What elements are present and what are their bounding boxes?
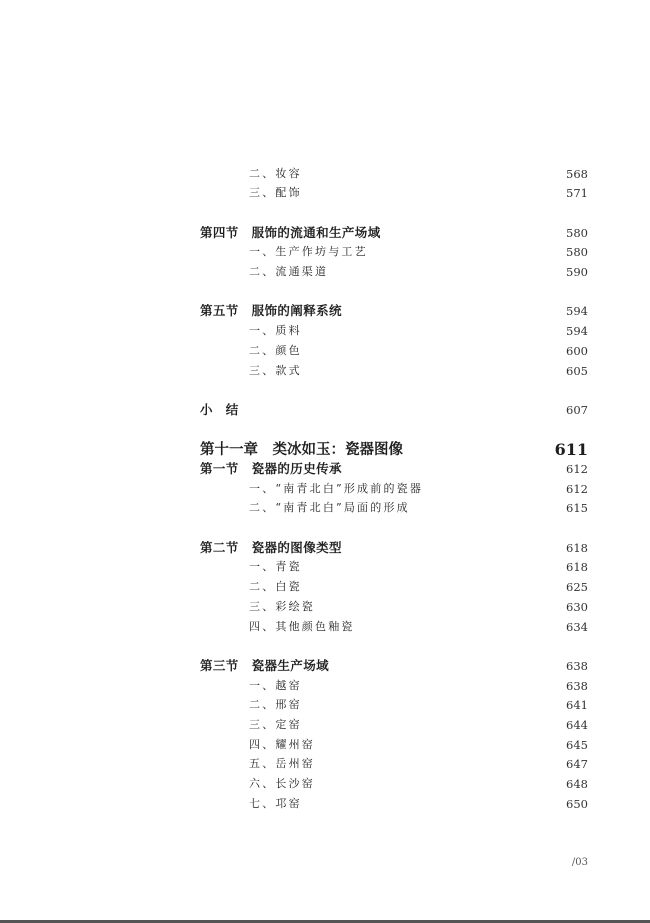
toc-item-page: 571	[566, 186, 588, 200]
toc-item-title: 三、配饰	[249, 186, 302, 199]
toc-item	[0, 361, 650, 381]
toc-item-page: 630	[566, 600, 588, 614]
toc-section-page: 594	[566, 304, 588, 318]
toc-section-title: 第二节 瓷器的图像类型	[200, 540, 342, 555]
toc-item-page: 650	[566, 797, 588, 811]
toc-section-title: 第五节 服饰的阐释系统	[200, 303, 342, 318]
toc-item-title: 四、其他颜色釉瓷	[249, 620, 355, 633]
toc-item	[0, 695, 650, 715]
toc-section-page: 638	[566, 659, 588, 673]
toc-item	[0, 183, 650, 203]
toc-section-page: 580	[566, 226, 588, 240]
toc-item	[0, 676, 650, 696]
toc-item	[0, 498, 650, 518]
toc-item-title: 二、颜色	[249, 344, 302, 357]
toc-item	[0, 164, 650, 184]
toc-section-page: 618	[566, 541, 588, 555]
toc-item-title: 一、生产作坊与工艺	[249, 245, 368, 258]
toc-section	[0, 301, 650, 321]
toc-item	[0, 735, 650, 755]
toc-item-title: 一、青瓷	[249, 560, 302, 573]
toc-item-title: 六、长沙窑	[249, 777, 315, 790]
toc-item-page: 648	[566, 777, 588, 791]
toc-item-title: 二、“南青北白”局面的形成	[249, 501, 410, 514]
toc-item-page: 580	[566, 245, 588, 259]
toc-item-page: 647	[566, 757, 588, 771]
toc-item-title: 三、款式	[249, 364, 302, 377]
toc-chapter-title: 第十一章 类冰如玉：瓷器图像	[200, 441, 403, 458]
folio-page-number: /03	[571, 857, 588, 868]
toc-item-title: 一、“南青北白”形成前的瓷器	[249, 482, 424, 495]
toc-section	[0, 459, 650, 479]
toc-item-title: 一、质料	[249, 324, 302, 337]
toc-item	[0, 774, 650, 794]
toc-section	[0, 656, 650, 676]
toc-item-page: 634	[566, 620, 588, 634]
toc-item-page: 645	[566, 738, 588, 752]
toc-item-page: 590	[566, 265, 588, 279]
toc-item	[0, 341, 650, 361]
toc-chapter-page: 611	[554, 440, 588, 459]
toc-item-title: 三、彩绘瓷	[249, 600, 315, 613]
toc-item	[0, 754, 650, 774]
toc-item-title: 二、妆容	[249, 167, 302, 180]
toc-item-page: 568	[566, 167, 588, 181]
toc-section-title: 第三节 瓷器生产场域	[200, 658, 330, 673]
toc-item	[0, 321, 650, 341]
toc-item	[0, 577, 650, 597]
toc-item-page: 625	[566, 580, 588, 594]
toc-section-title: 第四节 服饰的流通和生产场域	[200, 225, 381, 240]
toc-item-page: 605	[566, 364, 588, 378]
toc-item	[0, 617, 650, 637]
toc-item-title: 二、流通渠道	[249, 265, 329, 278]
toc-section-title: 第一节 瓷器的历史传承	[200, 461, 342, 476]
toc-chapter	[0, 440, 650, 460]
toc-section	[0, 223, 650, 243]
toc-item-title: 四、耀州窑	[249, 738, 315, 751]
toc-item-page: 618	[566, 560, 588, 574]
toc-item-title: 五、岳州窑	[249, 757, 315, 770]
toc-item-title: 三、定窑	[249, 718, 302, 731]
toc-item-page: 612	[566, 482, 588, 496]
toc-item	[0, 479, 650, 499]
toc-section-page: 612	[566, 462, 588, 476]
toc-item-page: 638	[566, 679, 588, 693]
toc-section-page: 607	[566, 403, 588, 417]
toc-item-title: 二、邢窑	[249, 698, 302, 711]
toc-item-page: 594	[566, 324, 588, 338]
toc-item-title: 二、白瓷	[249, 580, 302, 593]
toc-section-title: 小 结	[200, 402, 239, 417]
toc-item	[0, 715, 650, 735]
toc-section	[0, 400, 650, 420]
toc-item	[0, 597, 650, 617]
toc-item-page: 615	[566, 501, 588, 515]
toc-item-page: 644	[566, 718, 588, 732]
toc-section	[0, 538, 650, 558]
toc-item-title: 七、邛窑	[249, 797, 302, 810]
toc-item	[0, 794, 650, 814]
toc-item-page: 600	[566, 344, 588, 358]
toc-item	[0, 262, 650, 282]
toc-item	[0, 557, 650, 577]
toc-item	[0, 242, 650, 262]
toc-item-title: 一、越窑	[249, 679, 302, 692]
toc-item-page: 641	[566, 698, 588, 712]
